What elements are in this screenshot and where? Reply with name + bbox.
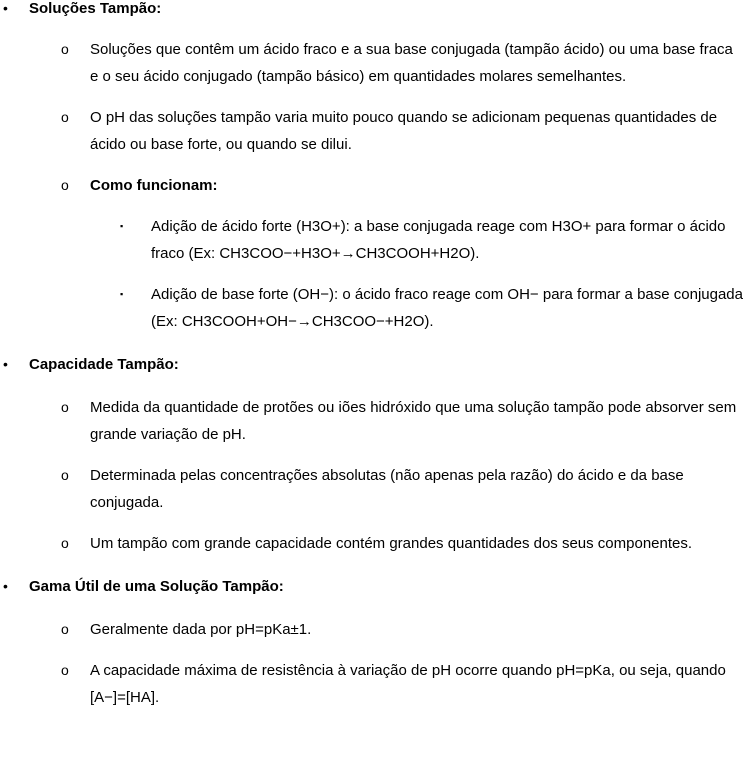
- bullet-marker: ▪: [120, 221, 124, 231]
- bullet-marker: o: [61, 467, 69, 483]
- list-item: [0, 172, 747, 199]
- list-item-text: Como funcionam:: [90, 177, 218, 194]
- bullet-marker: •: [3, 356, 8, 372]
- bullet-marker: o: [61, 399, 69, 415]
- list-item: [0, 104, 747, 158]
- bullet-marker: •: [3, 578, 8, 594]
- list-item: [0, 462, 747, 516]
- bullet-marker: o: [61, 177, 69, 193]
- bullet-marker: o: [61, 109, 69, 125]
- section-title: Capacidade Tampão:: [29, 356, 179, 373]
- bullet-marker: •: [3, 0, 8, 16]
- bullet-marker: o: [61, 535, 69, 551]
- section-title: Soluções Tampão:: [29, 0, 162, 17]
- sub-list-item-text: Adição de ácido forte (H3O+): a base conjugada reage com H3O+ para formar o ácido fraco (Ex: CH3COO−+H3O+→CH3COOH+H2O).: [151, 218, 726, 262]
- bullet-marker: o: [61, 621, 69, 637]
- section-heading: [0, 0, 747, 22]
- sub-list-item-text: Adição de base forte (OH−): o ácido fraco reage com OH− para formar a base conjugada (Ex: CH3COOH+OH−→CH3COO−+H2O).: [151, 286, 743, 330]
- sub-list-item: [0, 213, 747, 267]
- list-item: [0, 530, 747, 557]
- list-item-text: Medida da quantidade de protões ou iões hidróxido que uma solução tampão pode absorver sem grande variação de pH.: [90, 399, 737, 443]
- section-heading: [0, 573, 747, 600]
- list-item: [0, 616, 747, 643]
- list-item-text: Um tampão com grande capacidade contém grandes quantidades dos seus componentes.: [90, 535, 693, 552]
- section-title: Gama Útil de uma Solução Tampão:: [29, 578, 284, 595]
- bullet-marker: o: [61, 662, 69, 678]
- list-item: [0, 36, 747, 90]
- list-item-text: Geralmente dada por pH=pKa±1.: [90, 621, 312, 638]
- list-item-text: Determinada pelas concentrações absolutas (não apenas pela razão) do ácido e da base conjugada.: [90, 467, 684, 511]
- sub-list-item: [0, 281, 747, 335]
- bullet-marker: ▪: [120, 289, 124, 299]
- list-item-text: A capacidade máxima de resistência à variação de pH ocorre quando pH=pKa, ou seja, quando [A−]=[HA].: [90, 662, 726, 706]
- list-item: [0, 657, 747, 711]
- list-item-text: Soluções que contêm um ácido fraco e a sua base conjugada (tampão ácido) ou uma base fraca e o seu ácido conjugado (tampão básico) em quantidades molares semelhantes.: [90, 41, 733, 85]
- section-heading: [0, 351, 747, 378]
- list-item: [0, 394, 747, 448]
- bullet-marker: o: [61, 41, 69, 57]
- list-item-text: O pH das soluções tampão varia muito pouco quando se adicionam pequenas quantidades de ácido ou base forte, ou quando se dilui.: [90, 109, 718, 153]
